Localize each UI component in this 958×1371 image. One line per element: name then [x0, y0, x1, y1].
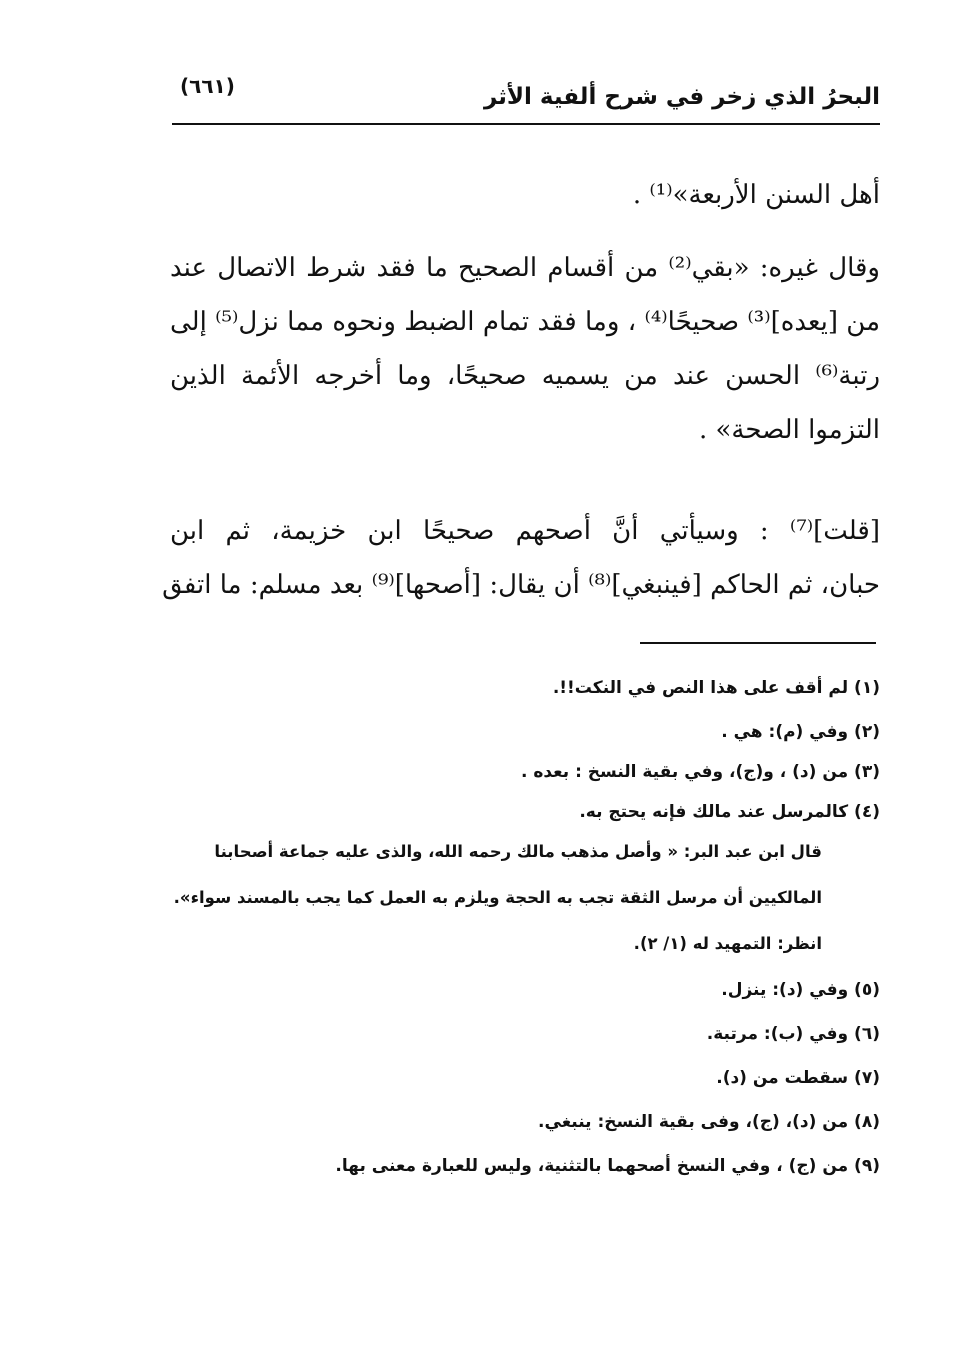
paragraph-2: [170, 241, 880, 457]
body-line: أهل السنن الأربعة»⁽¹⁾ .: [632, 180, 880, 210]
paragraph-3: [162, 504, 880, 612]
footnote-3: (٣) من (د) ، و(ج)، وفي بقية النسخ : بعده .: [520, 762, 880, 782]
footnote-2: (٢) وفي (م): هي .: [721, 722, 880, 742]
page-number: (٦٦١): [180, 74, 235, 98]
footnote-6: (٦) وفي (ب): مرتبة.: [706, 1024, 880, 1044]
body-line: حبان، ثم الحاكم [فينبغي]⁽⁸⁾ أن يقال: [أصحها]⁽⁹⁾ بعد مسلم: ما اتفق: [162, 570, 880, 600]
body-line: وقال غيره: «بقي⁽²⁾ من أقسام الصحيح ما فقد شرط الاتصال عند: [170, 253, 880, 283]
paragraph-1: [170, 168, 880, 222]
body-line: [قلت]⁽⁷⁾ : وسيأتي أنَّ أصحهم صحيحًا ابن خزيمة، ثم ابن: [170, 516, 880, 546]
footnote-7: (٧) سقطت من (د).: [716, 1068, 880, 1088]
body-line: رتبة⁽⁶⁾ الحسن عند من يسميه صحيحًا، وما أخرجه الأئمة الذين: [170, 361, 880, 391]
footnote-separator: [640, 642, 876, 644]
page-header: [170, 72, 880, 122]
footnote-8: (٨) من (د)، (ج)، وفى بقية النسخ: ينبغي.: [538, 1112, 880, 1132]
body-line: من [يعده]⁽³⁾ صحيحًا⁽⁴⁾ ، وما فقد تمام الضبط ونحوه مما نزل⁽⁵⁾ إلى: [170, 307, 880, 337]
header-divider: [172, 123, 880, 125]
body-line: التزموا الصحة» .: [698, 415, 880, 445]
footnote-4: (٤) كالمرسل عند مالك فإنه يحتج به.: [579, 802, 880, 822]
footnote-1: (١) لم أقف على هذا النص في النكت!!.: [552, 678, 880, 698]
footnotes: [170, 668, 880, 1190]
footnote-5: (٥) وفي (د): ينزل.: [721, 980, 880, 1000]
running-title: البحرُ الذي زخر في شرح ألفية الأثر: [483, 84, 880, 110]
footnote-4-reference: انظر: التمهيد له (١/ ٢).: [633, 934, 822, 953]
footnote-4-quote-line-2: المالكيين أن مرسل الثقة تجب به الحجة ويلزم به العمل كما يجب بالمسند سواء».: [173, 888, 822, 907]
footnote-9: (٩) من (ج) ، وفي النسخ أصحهما بالتثنية، وليس للعبارة معنى بها.: [335, 1156, 880, 1176]
footnote-4-quote-line-1: قال ابن عبد البر: « وأصل مذهب مالك رحمه الله، والذى عليه جماعة أصحابنا: [214, 842, 822, 861]
